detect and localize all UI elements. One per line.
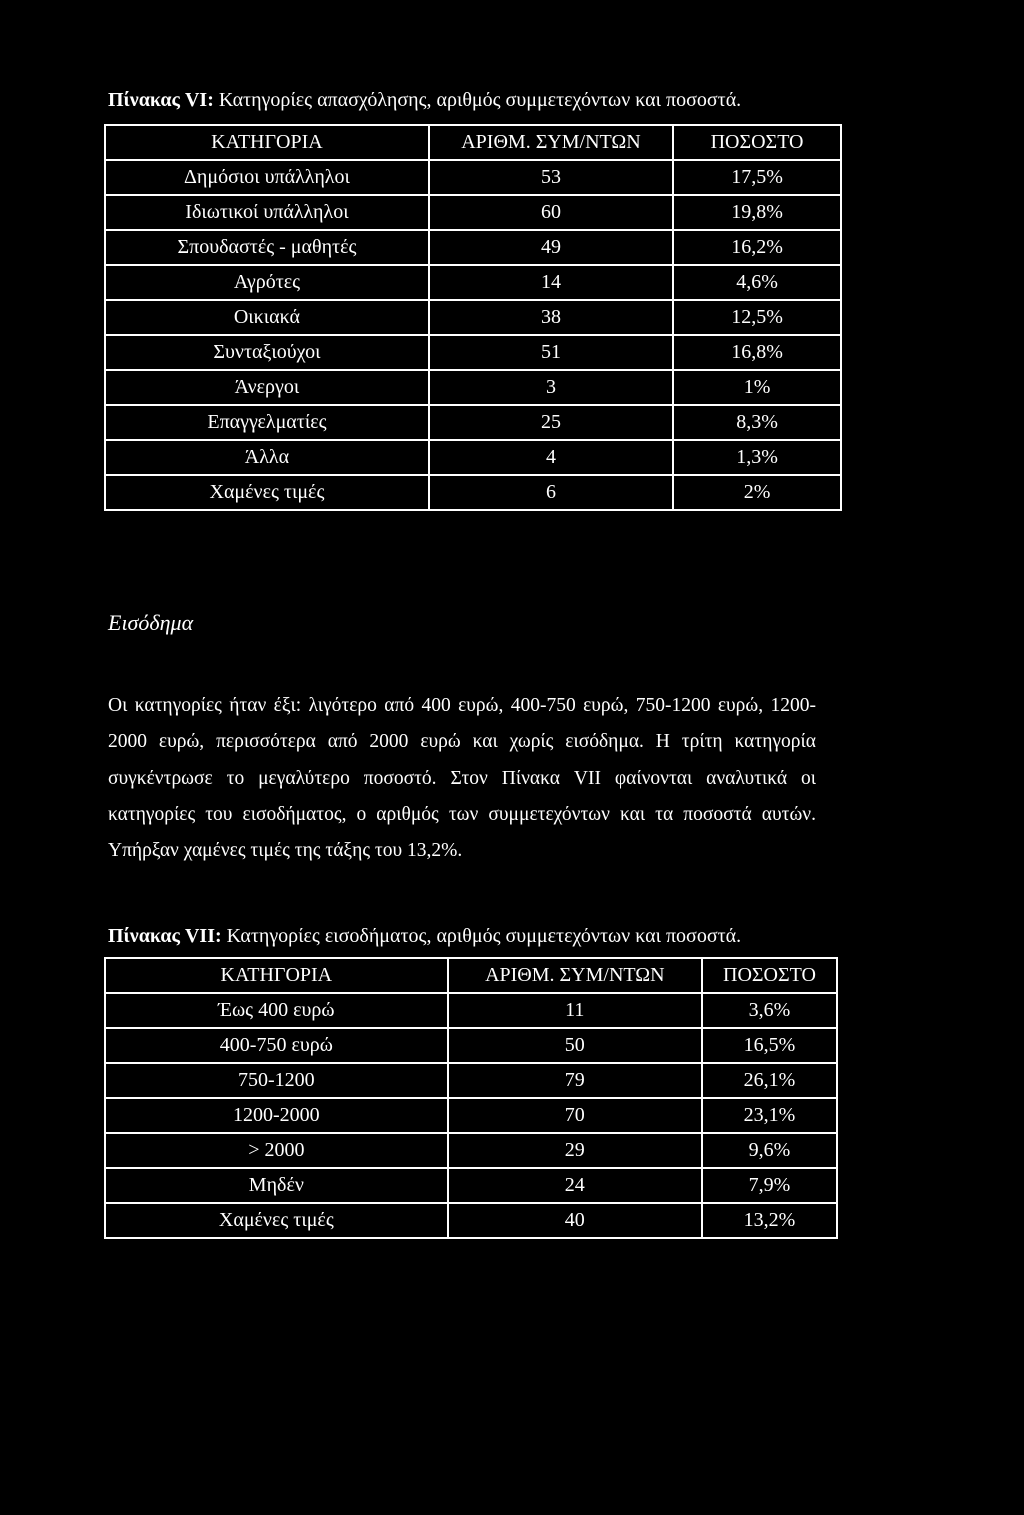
cell-category: Συνταξιούχοι [105,335,429,370]
cell-percent: 23,1% [702,1098,837,1133]
cell-percent: 16,2% [673,230,841,265]
employment-table [104,124,842,511]
section-heading-income: Εισόδημα [108,610,194,635]
cell-category: Αγρότες [105,265,429,300]
table7-caption [108,924,741,948]
cell-count: 3 [429,370,673,405]
cell-count: 14 [429,265,673,300]
income-paragraph: Οι κατηγορίες ήταν έξι: λιγότερο από 400 ευρώ, 400-750 ευρώ, 750-1200 ευρώ, 1200-2000 ευρώ, περισσότερα από 2000 ευρώ και χωρίς εισόδημα. Η τρίτη κατηγορία συγκέντρωσε το μεγαλύτερο ποσοστό. Στον Πίνακα VII φαίνονται αναλυτικά οι κατηγορίες του εισοδήματος, ο αριθμός των συμμετεχόντων και τα ποσοστά αυτών. Υπήρξαν χαμένες τιμές της τάξης του 13,2%. [108,695,816,862]
cell-count: 53 [429,160,673,195]
column-header-percent: ΠΟΣΟΣΤΟ [673,125,841,160]
table-row [105,1168,837,1203]
cell-category: Δημόσιοι υπάλληλοι [105,160,429,195]
cell-count: 51 [429,335,673,370]
cell-count: 11 [448,993,702,1028]
cell-category: 400-750 ευρώ [105,1028,448,1063]
table-row [105,230,841,265]
table-row [105,1203,837,1238]
cell-percent: 12,5% [673,300,841,335]
cell-count: 25 [429,405,673,440]
table-row [105,405,841,440]
table-header-row [105,958,837,993]
table-row [105,1028,837,1063]
table-row [105,300,841,335]
cell-percent: 16,8% [673,335,841,370]
table-row [105,195,841,230]
cell-count: 6 [429,475,673,510]
table-header-row [105,125,841,160]
table-row [105,265,841,300]
cell-category: Οικιακά [105,300,429,335]
table-row [105,1098,837,1133]
cell-count: 29 [448,1133,702,1168]
cell-percent: 13,2% [702,1203,837,1238]
cell-category: Άλλα [105,440,429,475]
table-row [105,1063,837,1098]
cell-category: Χαμένες τιμές [105,475,429,510]
cell-count: 38 [429,300,673,335]
cell-count: 60 [429,195,673,230]
cell-percent: 4,6% [673,265,841,300]
cell-category: Μηδέν [105,1168,448,1203]
table6-caption-text: Κατηγορίες απασχόλησης, αριθμός συμμετεχόντων και ποσοστά. [213,89,742,111]
cell-category: Χαμένες τιμές [105,1203,448,1238]
table-row [105,475,841,510]
cell-percent: 19,8% [673,195,841,230]
cell-category: Σπουδαστές - μαθητές [105,230,429,265]
cell-category: Έως 400 ευρώ [105,993,448,1028]
cell-percent: 2% [673,475,841,510]
cell-count: 50 [448,1028,702,1063]
cell-category: 750-1200 [105,1063,448,1098]
cell-category: Ιδιωτικοί υπάλληλοι [105,195,429,230]
column-header-category: ΚΑΤΗΓΟΡΙΑ [105,958,448,993]
cell-category: > 2000 [105,1133,448,1168]
table-row [105,160,841,195]
cell-percent: 1,3% [673,440,841,475]
table6-caption [108,88,741,112]
cell-percent: 9,6% [702,1133,837,1168]
cell-percent: 26,1% [702,1063,837,1098]
income-table [104,957,838,1239]
table7-caption-label: Πίνακας VII: [108,925,222,947]
column-header-count: ΑΡΙΘΜ. ΣΥΜ/ΝΤΩΝ [448,958,702,993]
table6-caption-label: Πίνακας VI: [108,89,214,111]
cell-category: 1200-2000 [105,1098,448,1133]
column-header-category: ΚΑΤΗΓΟΡΙΑ [105,125,429,160]
cell-count: 4 [429,440,673,475]
cell-percent: 1% [673,370,841,405]
table7-caption-text: Κατηγορίες εισοδήματος, αριθμός συμμετεχόντων και ποσοστά. [221,925,742,947]
cell-percent: 17,5% [673,160,841,195]
column-header-percent: ΠΟΣΟΣΤΟ [702,958,837,993]
cell-percent: 7,9% [702,1168,837,1203]
table-row [105,1133,837,1168]
cell-count: 79 [448,1063,702,1098]
cell-count: 40 [448,1203,702,1238]
column-header-count: ΑΡΙΘΜ. ΣΥΜ/ΝΤΩΝ [429,125,673,160]
table-row [105,440,841,475]
cell-category: Άνεργοι [105,370,429,405]
cell-count: 70 [448,1098,702,1133]
cell-count: 49 [429,230,673,265]
cell-category: Επαγγελματίες [105,405,429,440]
table-row [105,335,841,370]
cell-percent: 16,5% [702,1028,837,1063]
cell-percent: 8,3% [673,405,841,440]
table-row [105,993,837,1028]
cell-count: 24 [448,1168,702,1203]
cell-percent: 3,6% [702,993,837,1028]
table-row [105,370,841,405]
